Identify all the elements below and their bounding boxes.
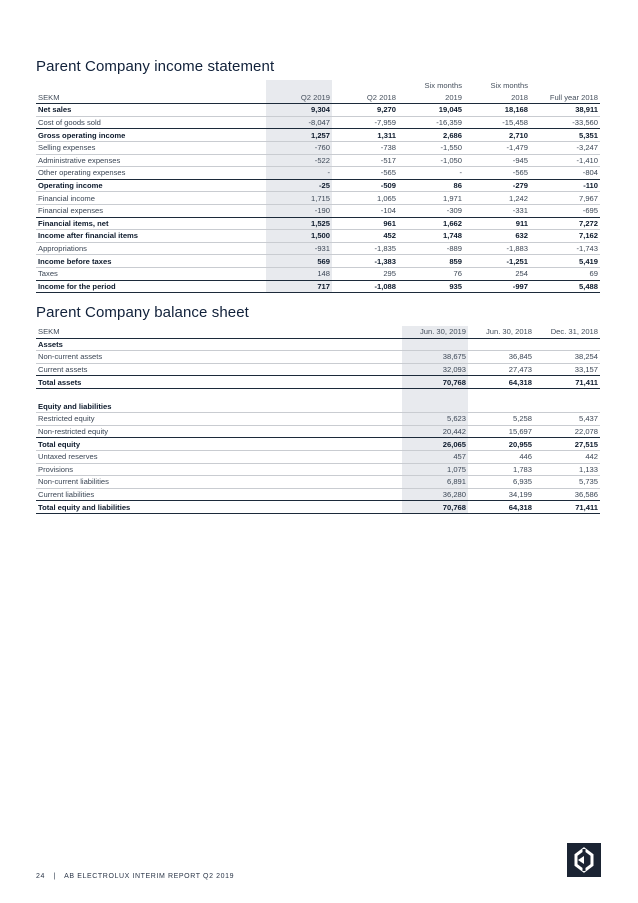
cell-value: 9,270 (332, 104, 398, 117)
row-label: Total equity (36, 438, 402, 451)
cell-value: 7,162 (530, 230, 600, 243)
cell-value: 5,623 (402, 413, 468, 426)
cell-value: -509 (332, 179, 398, 192)
cell-value: 7,272 (530, 217, 600, 230)
income-statement-table (36, 80, 600, 293)
cell-value: -104 (332, 204, 398, 217)
row-label: Income before taxes (36, 255, 266, 268)
cell-value: 961 (332, 217, 398, 230)
table-row (36, 401, 600, 413)
column-header-top (36, 80, 266, 92)
column-header-top (266, 80, 332, 92)
footer-separator: | (53, 873, 56, 880)
table-row (36, 242, 600, 255)
column-header: Dec. 31, 2018 (534, 326, 600, 338)
cell-value: 1,133 (534, 463, 600, 476)
table-row (36, 376, 600, 389)
cell-value: -760 (266, 141, 332, 154)
table-row (36, 488, 600, 501)
cell-value: 20,955 (468, 438, 534, 451)
row-label: Equity and liabilities (36, 401, 402, 413)
table-row (36, 192, 600, 205)
cell-value: -279 (464, 179, 530, 192)
cell-value: 1,065 (332, 192, 398, 205)
table-row (36, 230, 600, 243)
column-header: 2018 (464, 92, 530, 104)
report-name: AB ELECTROLUX INTERIM REPORT Q2 2019 (64, 873, 235, 880)
balance-sheet-table (36, 326, 600, 514)
cell-value: 36,586 (534, 488, 600, 501)
cell-value: 38,254 (534, 351, 600, 364)
table-row (36, 450, 600, 463)
row-label: Restricted equity (36, 413, 402, 426)
row-label: Total equity and liabilities (36, 501, 402, 514)
cell-value: - (398, 167, 464, 180)
column-header: Jun. 30, 2018 (468, 326, 534, 338)
row-label: Provisions (36, 463, 402, 476)
cell-value: 6,891 (402, 476, 468, 489)
cell-value: 1,242 (464, 192, 530, 205)
row-label: Income for the period (36, 280, 266, 293)
cell-value: 1,500 (266, 230, 332, 243)
cell-value: 1,662 (398, 217, 464, 230)
cell-value: 1,971 (398, 192, 464, 205)
cell-value: 5,437 (534, 413, 600, 426)
table-row (36, 141, 600, 154)
table-row (36, 463, 600, 476)
cell-value: 632 (464, 230, 530, 243)
cell-value: -804 (530, 167, 600, 180)
row-label: Operating income (36, 179, 266, 192)
cell-value: 569 (266, 255, 332, 268)
cell-value: -3,247 (530, 141, 600, 154)
cell-value: -1,251 (464, 255, 530, 268)
cell-value (468, 401, 534, 413)
row-label (36, 388, 402, 400)
cell-value: -1,410 (530, 154, 600, 167)
column-header: 2019 (398, 92, 464, 104)
cell-value (402, 338, 468, 351)
cell-value: 717 (266, 280, 332, 293)
cell-value: 33,157 (534, 363, 600, 376)
cell-value (402, 401, 468, 413)
cell-value: 148 (266, 267, 332, 280)
cell-value: 7,967 (530, 192, 600, 205)
cell-value: -738 (332, 141, 398, 154)
cell-value: 859 (398, 255, 464, 268)
cell-value: -1,550 (398, 141, 464, 154)
cell-value: 442 (534, 450, 600, 463)
cell-value: 71,411 (534, 376, 600, 389)
header-row (36, 92, 600, 104)
cell-value: -1,743 (530, 242, 600, 255)
cell-value: 5,488 (530, 280, 600, 293)
table-row (36, 129, 600, 142)
row-label: Financial expenses (36, 204, 266, 217)
table-row (36, 501, 600, 514)
cell-value: 70,768 (402, 376, 468, 389)
table-row (36, 116, 600, 129)
cell-value: 1,311 (332, 129, 398, 142)
cell-value: -1,479 (464, 141, 530, 154)
cell-value: -331 (464, 204, 530, 217)
column-header: Q2 2018 (332, 92, 398, 104)
row-label: Appropriations (36, 242, 266, 255)
row-label: Taxes (36, 267, 266, 280)
table-row (36, 204, 600, 217)
column-header: SEKM (36, 326, 402, 338)
column-header: Full year 2018 (530, 92, 600, 104)
cell-value: 295 (332, 267, 398, 280)
column-header: Q2 2019 (266, 92, 332, 104)
cell-value: -1,050 (398, 154, 464, 167)
row-label: Untaxed reserves (36, 450, 402, 463)
table-row (36, 167, 600, 180)
cell-value: 457 (402, 450, 468, 463)
electrolux-logo (567, 843, 601, 877)
cell-value: 26,065 (402, 438, 468, 451)
cell-value: 76 (398, 267, 464, 280)
column-header-top: Six months (490, 81, 528, 91)
page-footer (36, 873, 240, 880)
table-row (36, 104, 600, 117)
cell-value: 5,735 (534, 476, 600, 489)
cell-value: 2,686 (398, 129, 464, 142)
row-label: Assets (36, 338, 402, 351)
table-row (36, 255, 600, 268)
row-label: Non-current liabilities (36, 476, 402, 489)
cell-value (534, 388, 600, 400)
row-label: Other operating expenses (36, 167, 266, 180)
cell-value: 935 (398, 280, 464, 293)
cell-value (468, 338, 534, 351)
cell-value: 22,078 (534, 425, 600, 438)
cell-value: 27,473 (468, 363, 534, 376)
cell-value: -16,359 (398, 116, 464, 129)
row-label: Non-restricted equity (36, 425, 402, 438)
balance-sheet-title: Parent Company balance sheet (36, 304, 249, 321)
table-row (36, 338, 600, 351)
row-label: Financial items, net (36, 217, 266, 230)
cell-value: -1,883 (464, 242, 530, 255)
cell-value: 254 (464, 267, 530, 280)
cell-value: -25 (266, 179, 332, 192)
cell-value: 86 (398, 179, 464, 192)
row-label: Financial income (36, 192, 266, 205)
cell-value: -15,458 (464, 116, 530, 129)
cell-value: - (266, 167, 332, 180)
cell-value: 2,710 (464, 129, 530, 142)
cell-value: 9,304 (266, 104, 332, 117)
cell-value: 34,199 (468, 488, 534, 501)
table-row (36, 154, 600, 167)
column-header-top (530, 80, 600, 92)
table-row (36, 476, 600, 489)
row-label: Income after financial items (36, 230, 266, 243)
table-row (36, 363, 600, 376)
cell-value: -8,047 (266, 116, 332, 129)
table-row (36, 388, 600, 400)
row-label: Total assets (36, 376, 402, 389)
row-label: Cost of goods sold (36, 116, 266, 129)
cell-value: 38,911 (530, 104, 600, 117)
cell-value: 1,783 (468, 463, 534, 476)
cell-value: 5,419 (530, 255, 600, 268)
cell-value: 71,411 (534, 501, 600, 514)
row-label: Current liabilities (36, 488, 402, 501)
page-number: 24 (36, 873, 45, 880)
row-label: Administrative expenses (36, 154, 266, 167)
cell-value (534, 338, 600, 351)
electrolux-logo-icon (567, 843, 601, 877)
cell-value: 36,845 (468, 351, 534, 364)
row-label: Selling expenses (36, 141, 266, 154)
table-row (36, 425, 600, 438)
cell-value: 1,748 (398, 230, 464, 243)
cell-value: 18,168 (464, 104, 530, 117)
cell-value: 38,675 (402, 351, 468, 364)
cell-value: 36,280 (402, 488, 468, 501)
cell-value: -522 (266, 154, 332, 167)
cell-value: 1,075 (402, 463, 468, 476)
cell-value: 5,351 (530, 129, 600, 142)
header-row (36, 326, 600, 338)
row-label: Current assets (36, 363, 402, 376)
cell-value: 5,258 (468, 413, 534, 426)
cell-value: 6,935 (468, 476, 534, 489)
table-row (36, 351, 600, 364)
cell-value: -1,835 (332, 242, 398, 255)
table-row (36, 179, 600, 192)
cell-value: -565 (464, 167, 530, 180)
row-label: Net sales (36, 104, 266, 117)
cell-value: 19,045 (398, 104, 464, 117)
cell-value: 32,093 (402, 363, 468, 376)
cell-value: 446 (468, 450, 534, 463)
cell-value: -695 (530, 204, 600, 217)
cell-value: 452 (332, 230, 398, 243)
table-row (36, 217, 600, 230)
income-statement-title: Parent Company income statement (36, 58, 275, 75)
cell-value: -110 (530, 179, 600, 192)
cell-value: -945 (464, 154, 530, 167)
cell-value (468, 388, 534, 400)
cell-value: 70,768 (402, 501, 468, 514)
cell-value: -931 (266, 242, 332, 255)
table-row (36, 438, 600, 451)
table-row (36, 280, 600, 293)
cell-value: 69 (530, 267, 600, 280)
cell-value: 15,697 (468, 425, 534, 438)
cell-value: -309 (398, 204, 464, 217)
cell-value (534, 401, 600, 413)
cell-value: 1,525 (266, 217, 332, 230)
cell-value: 1,257 (266, 129, 332, 142)
cell-value: 20,442 (402, 425, 468, 438)
cell-value: 1,715 (266, 192, 332, 205)
table-row (36, 413, 600, 426)
cell-value: -997 (464, 280, 530, 293)
cell-value: 27,515 (534, 438, 600, 451)
column-header: SEKM (36, 92, 266, 104)
cell-value: -1,088 (332, 280, 398, 293)
cell-value: -889 (398, 242, 464, 255)
column-header: Jun. 30, 2019 (402, 326, 468, 338)
row-label: Non-current assets (36, 351, 402, 364)
cell-value (402, 388, 468, 400)
cell-value: 911 (464, 217, 530, 230)
cell-value: -565 (332, 167, 398, 180)
cell-value: -517 (332, 154, 398, 167)
cell-value: -1,383 (332, 255, 398, 268)
header-row-top (36, 80, 600, 92)
cell-value: 64,318 (468, 376, 534, 389)
cell-value: 64,318 (468, 501, 534, 514)
cell-value: -33,560 (530, 116, 600, 129)
column-header-top: Six months (424, 81, 462, 91)
cell-value: -190 (266, 204, 332, 217)
cell-value: -7,959 (332, 116, 398, 129)
table-row (36, 267, 600, 280)
row-label: Gross operating income (36, 129, 266, 142)
column-header-top (332, 80, 398, 92)
